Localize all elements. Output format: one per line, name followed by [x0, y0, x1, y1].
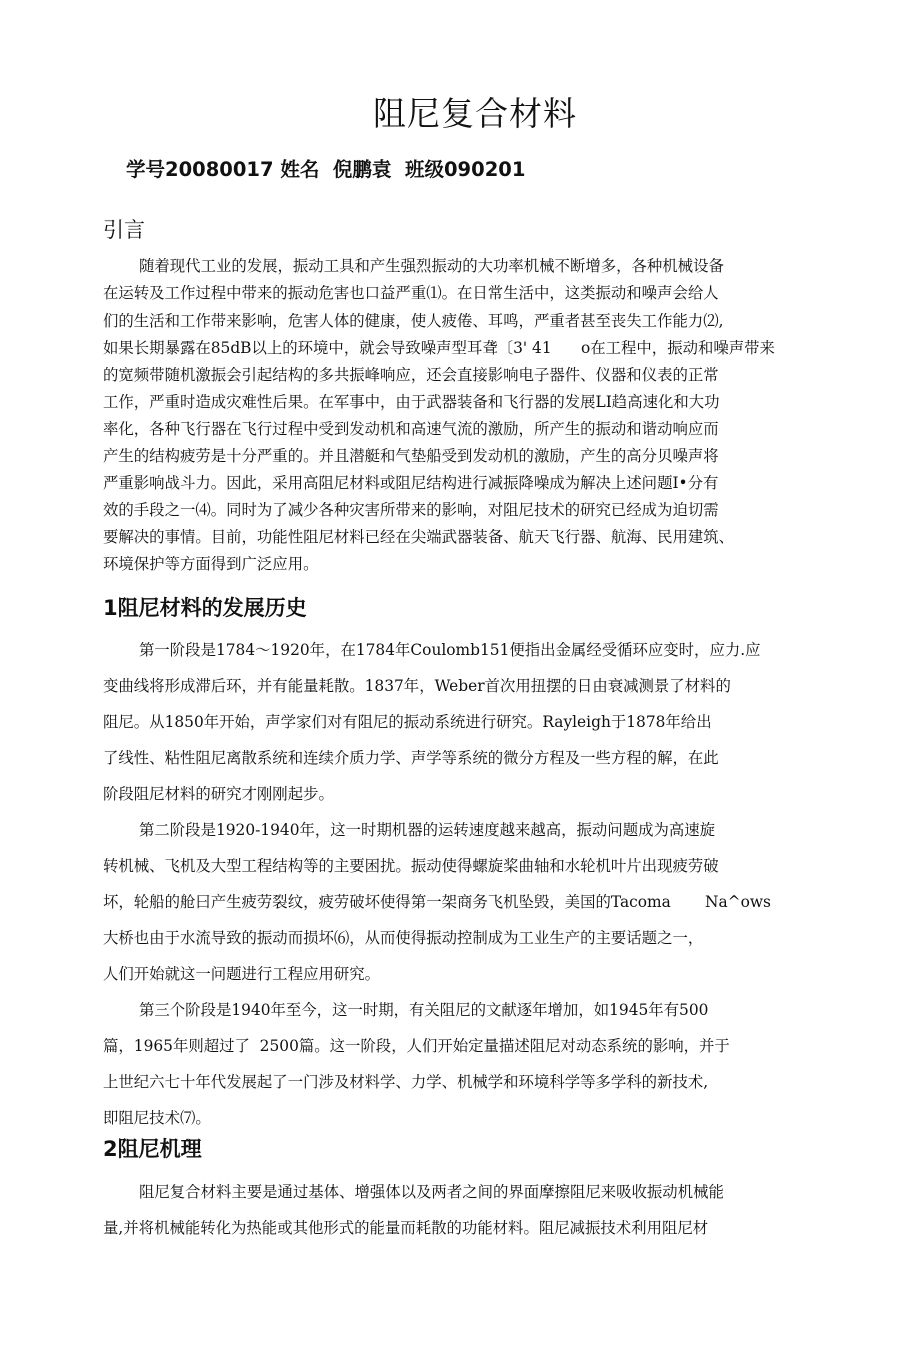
paragraph-line: 大桥也由于水流导致的振动而损坏⑹，从而使得振动控制成为工业生产的主要话题之一， — [103, 929, 704, 947]
paragraph-line: 阻尼。从1850年开始，声学家们对有阻尼的振动系统进行研究。Rayleigh于1878年给出 — [103, 713, 712, 731]
paragraph-line: 人们开始就这一问题进行工程应用研究。 — [103, 965, 381, 983]
paragraph-line: 环境保护等方面得到广泛应用。 — [103, 555, 319, 573]
paragraph-line: 的宽频带随机激振会引起结构的多共振峰响应，还会直接影响电子器件、仪器和仪表的正常 — [103, 366, 719, 384]
paragraph-line: 如果长期暴露在85dB以上的环境中，就会导致噪声型耳聋〔3' 41 o在工程中，振动和噪声带来 — [103, 339, 775, 357]
paragraph-line: 严重影响战斗力。因此，采用高阻尼材料或阻尼结构进行减振降噪成为解决上述问题I•分有 — [103, 474, 719, 492]
paragraph-line: 篇，1965年则超过了 2500篇。这一阶段，人们开始定量描述阻尼对动态系统的影响，并于 — [103, 1037, 730, 1055]
paragraph-line: 在运转及工作过程中带来的振动危害也口益严重⑴。在日常生活中，这类振动和噪声会给人 — [103, 284, 719, 302]
paragraph-line: 转机械、飞机及大型工程结构等的主要困扰。振动使得螺旋桨曲轴和水轮机叶片出现疲劳破 — [103, 857, 719, 875]
section-heading-history: 1阻尼材料的发展历史 — [103, 596, 307, 620]
paragraph-line: 量,并将机械能转化为热能或其他形式的能量而耗散的功能材料。阻尼减振技术利用阻尼材 — [103, 1219, 709, 1237]
author-info: 学号20080017 姓名 倪鹏袁 班级090201 — [126, 158, 526, 181]
paragraph-line: 效的手段之一⑷。同时为了减少各种灾害所带来的影响，对阻尼技术的研究已经成为迫切需 — [103, 501, 719, 519]
paragraph-line: 要解决的事情。目前，功能性阻尼材料已经在尖端武器装备、航天飞行器、航海、民用建筑、 — [103, 528, 735, 546]
paragraph-line: 们的生活和工作带来影响，危害人体的健康，使人疲倦、耳鸣，严重者甚至丧失工作能力⑵, — [103, 312, 724, 330]
paragraph-line: 即阻尼技术⑺。 — [103, 1109, 211, 1127]
paragraph-line: 产生的结构疲劳是十分严重的。并且潜艇和气垫船受到发动机的激励，产生的高分贝噪声将 — [103, 447, 719, 465]
paragraph-line: 坏，轮船的舱曰产生疲劳裂纹，疲劳破坏使得第一架商务飞机坠毁，美国的Tacoma Na^ows — [103, 893, 771, 911]
paragraph-line: 工作，严重时造成灾难性后果。在军事中，由于武器装备和飞行器的发展LI趋高速化和大功 — [103, 393, 720, 411]
paragraph-line: 上世纪六七十年代发展起了一门涉及材料学、力学、机械学和环境科学等多学科的新技术, — [103, 1073, 709, 1091]
section-heading-mechanism: 2阻尼机理 — [103, 1137, 202, 1161]
paragraph-line: 阶段阻尼材料的研究才刚刚起步。 — [103, 785, 334, 803]
paragraph-line: 率化，各种飞行器在飞行过程中受到发动机和高速气流的激励，所产生的振动和谐动响应而 — [103, 420, 719, 438]
paragraph-line: 随着现代工业的发展，振动工具和产生强烈振动的大功率机械不断增多，各种机械设备 — [139, 257, 724, 275]
paragraph-line: 第三个阶段是1940年至今，这一时期，有关阻尼的文献逐年增加，如1945年有500 — [139, 1001, 709, 1019]
section-heading-intro: 引言 — [103, 218, 145, 242]
paragraph-line: 第一阶段是1784〜1920年，在1784年Coulomb151便指出金属经受循环应变时，应力.应 — [139, 641, 761, 659]
paragraph-line: 了线性、粘性阻尼离散系统和连续介质力学、声学等系统的微分方程及一些方程的解，在此 — [103, 749, 719, 767]
paragraph-line: 变曲线将形成滞后环，并有能量耗散。1837年，Weber首次用扭摆的日由衰减测景了材料的 — [103, 677, 731, 695]
document-title: 阻尼复合材料 — [373, 94, 577, 133]
paragraph-line: 第二阶段是1920-1940年，这一时期机器的运转速度越来越高，振动问题成为高速旋 — [139, 821, 716, 839]
paragraph-line: 阻尼复合材料主要是通过基体、增强体以及两者之间的界面摩擦阻尼来吸收振动机械能 — [139, 1183, 724, 1201]
